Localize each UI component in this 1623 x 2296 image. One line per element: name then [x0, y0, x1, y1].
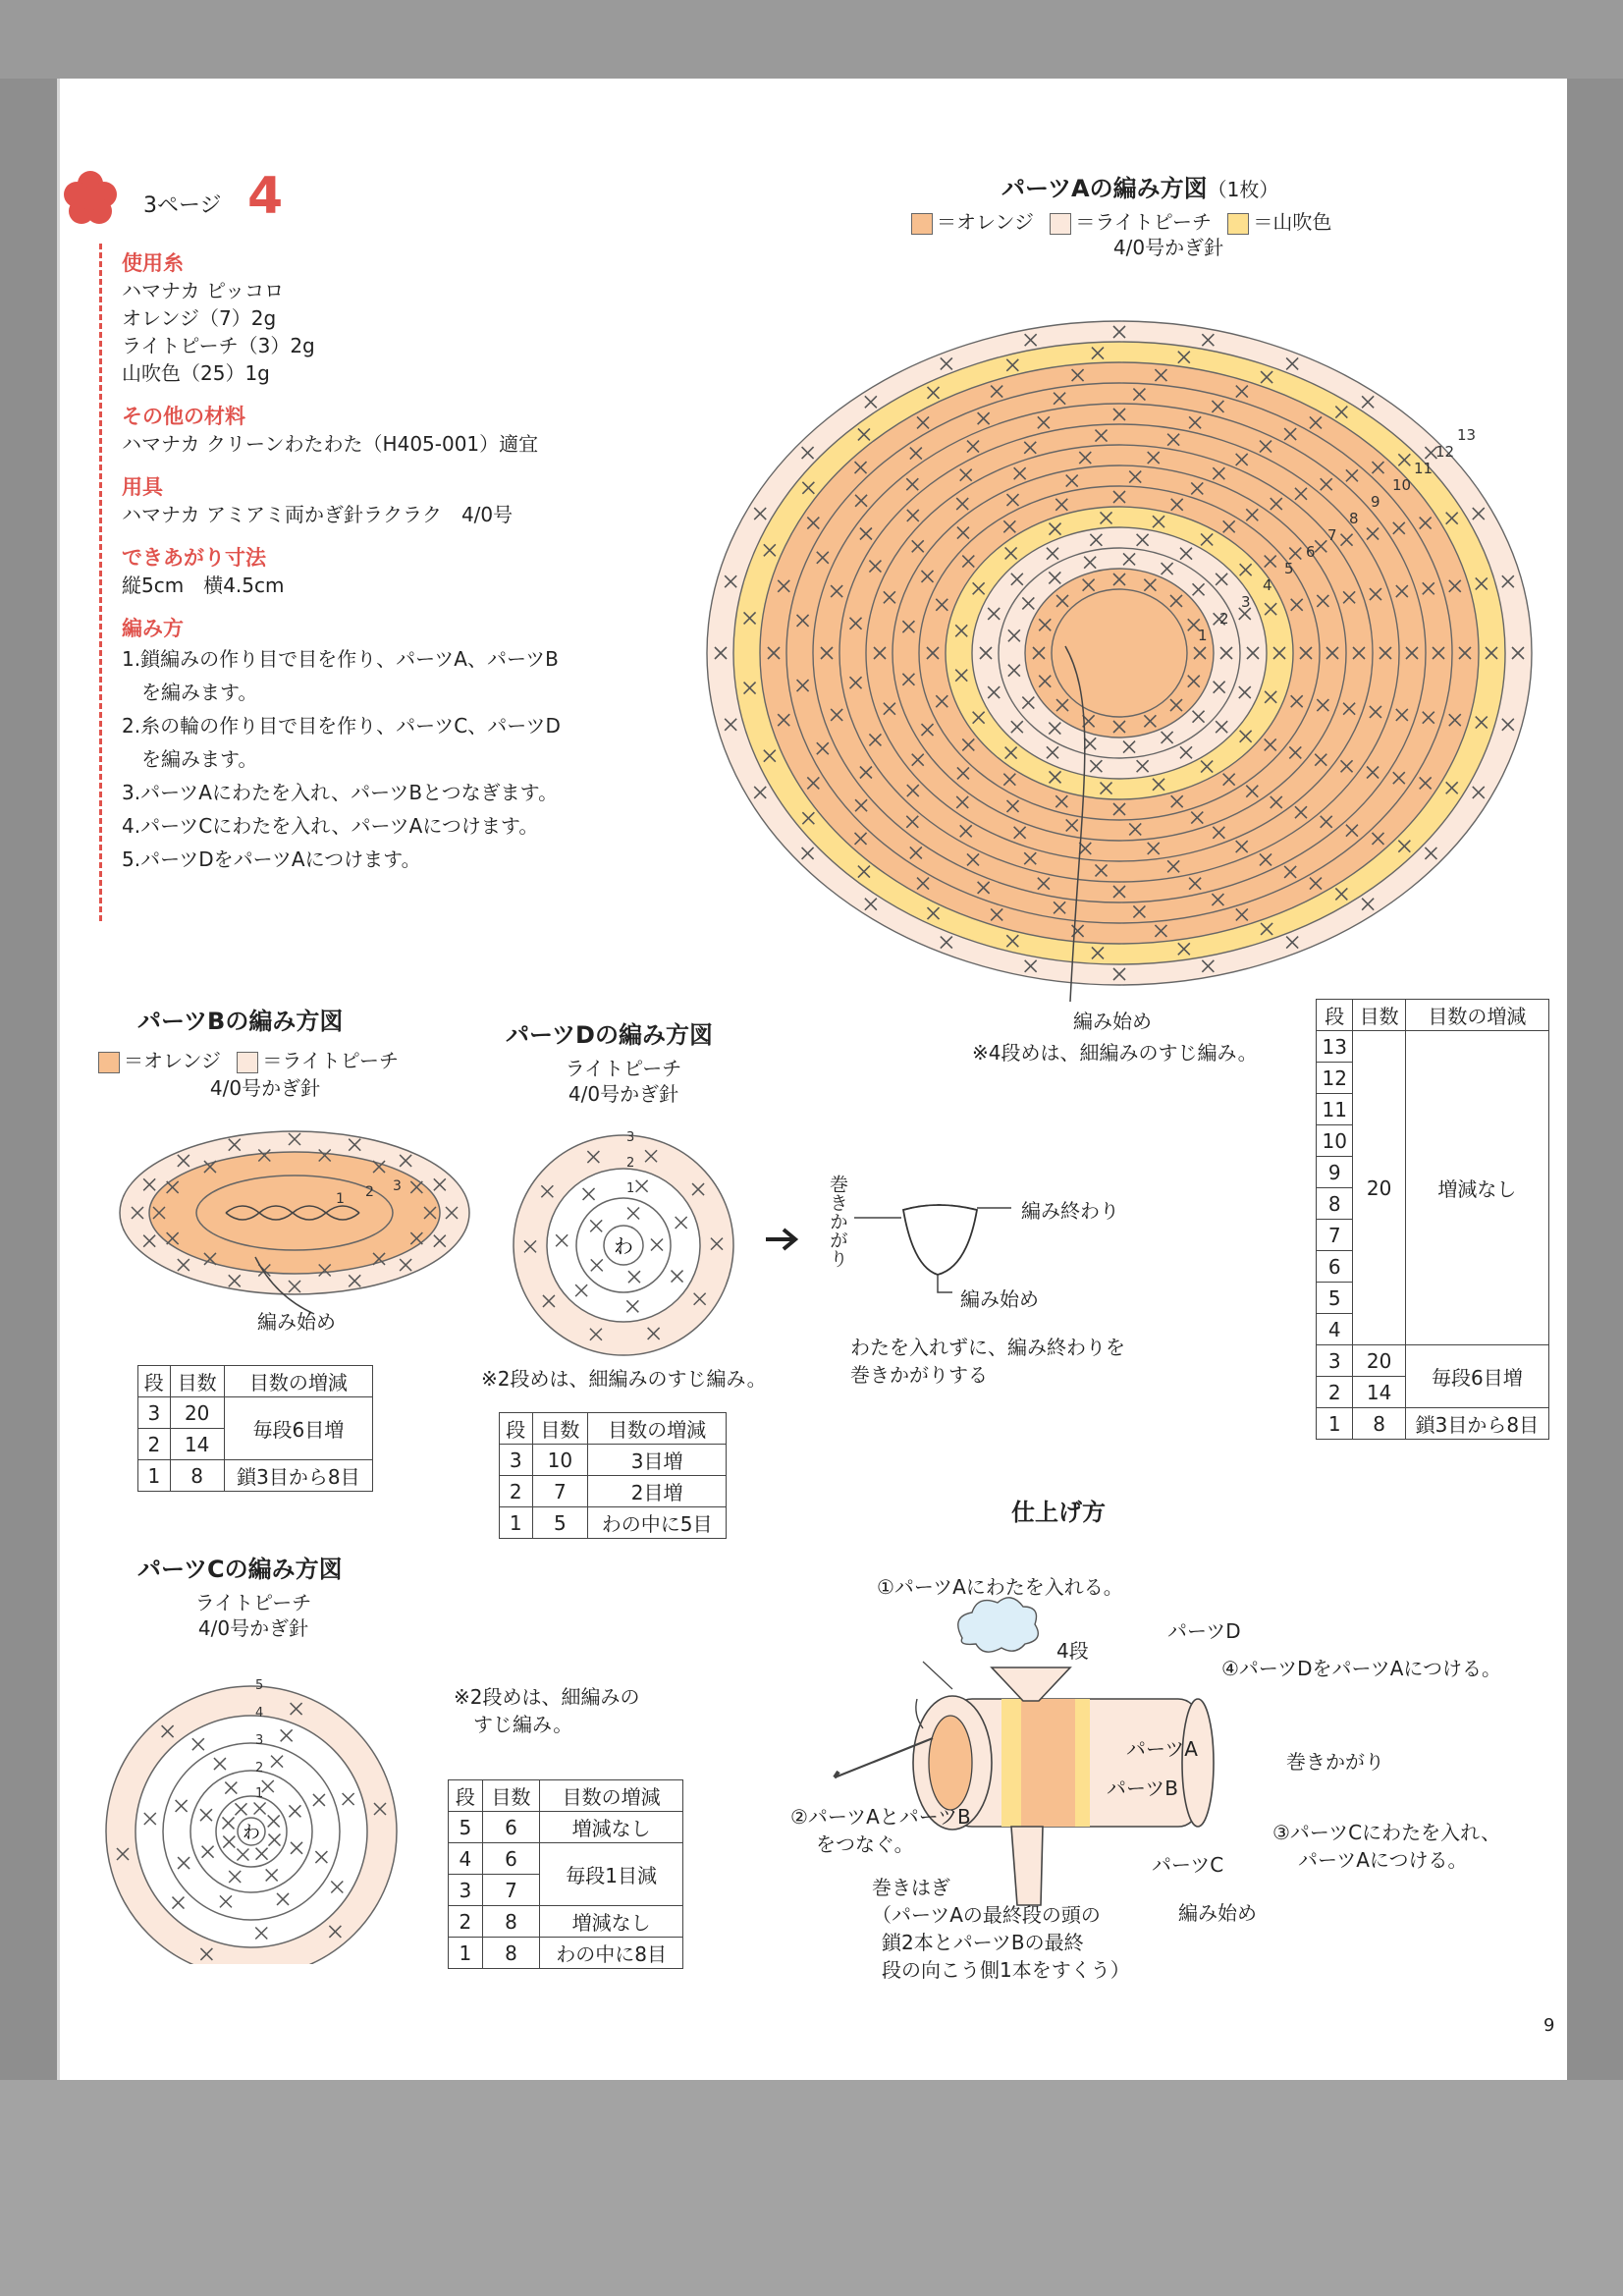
- partD-diagram: [503, 1127, 744, 1363]
- project-number: 4: [247, 167, 284, 226]
- size-title: できあがり寸法: [122, 546, 266, 570]
- method-line: 2.糸の輪の作り目で目を作り、パーツC、パーツD: [122, 714, 561, 738]
- row-label: 5: [255, 1678, 264, 1693]
- stitch-count: 14: [1353, 1377, 1405, 1408]
- partD-end-label: 編み終わり: [1021, 1199, 1119, 1223]
- row-label: 6: [1306, 543, 1316, 561]
- partB-diagram: [108, 1120, 481, 1326]
- method-line: 3.パーツAにわたを入れ、パーツBとつなぎます。: [122, 781, 559, 804]
- partA-diagram: [687, 295, 1551, 1002]
- legend-label: ＝オレンジ: [937, 210, 1034, 234]
- page-reference: 3ページ: [143, 193, 222, 218]
- row-label: 10: [1392, 476, 1412, 494]
- other-materials-title: その他の材料: [122, 405, 245, 428]
- row-label: 3: [626, 1130, 635, 1145]
- stitch-count: 8: [170, 1460, 224, 1492]
- method-title: 編み方: [122, 617, 184, 640]
- partA-heading: [1001, 169, 1278, 203]
- partA-legend: [911, 206, 1331, 235]
- stitch-change: 3目増: [588, 1445, 727, 1476]
- col-header: 段: [449, 1780, 483, 1812]
- row-label: 1: [255, 1786, 264, 1801]
- stitch-count: 7: [532, 1476, 588, 1507]
- partC-table: [448, 1779, 683, 1969]
- partC-hook: 4/0号かぎ針: [197, 1616, 309, 1640]
- whip-line: 段の向こう側1本をすくう）: [882, 1958, 1130, 1982]
- partB-table: [137, 1365, 373, 1492]
- row-number: 11: [1317, 1094, 1353, 1125]
- row-label: 4: [1263, 576, 1272, 594]
- yarn-line: 山吹色（25）1g: [122, 361, 270, 385]
- partD-row-numbers: [626, 1130, 634, 1196]
- materials-section: [122, 247, 672, 876]
- stitch-change: 増減なし: [540, 1812, 683, 1843]
- cotton-icon: [958, 1598, 1039, 1652]
- legend-label: ＝ライトピーチ: [262, 1049, 399, 1072]
- row-label: 7: [1327, 526, 1337, 544]
- stitch-count: 8: [482, 1906, 540, 1938]
- row-label: 11: [1414, 460, 1434, 477]
- partA-ring: [1052, 589, 1187, 717]
- row-number: 3: [500, 1445, 533, 1476]
- note-line: ※2段めは、細編みの: [454, 1685, 640, 1709]
- stitch-change: 2目増: [588, 1476, 727, 1507]
- stitch-change: 毎段6目増: [1405, 1345, 1548, 1408]
- finishing-partC: パーツC: [1152, 1853, 1224, 1877]
- col-header: 段: [138, 1366, 171, 1397]
- step-line: をつなぐ。: [816, 1832, 914, 1856]
- partD-color: ライトピーチ: [565, 1057, 682, 1080]
- whip-line: 鎖2本とパーツBの最終: [882, 1931, 1084, 1954]
- row-number: 9: [1317, 1157, 1353, 1188]
- row-number: 4: [449, 1843, 483, 1875]
- arrow-icon: [766, 1230, 795, 1249]
- row-number: 1: [500, 1507, 533, 1539]
- partB-title: パーツBの編み方図: [137, 1008, 344, 1035]
- scan-bottom-margin: [0, 2080, 1623, 2296]
- partA-note: ※4段めは、細編みのすじ編み。: [972, 1041, 1258, 1065]
- whip-line: （パーツAの最終段の頭の: [872, 1903, 1101, 1927]
- partD-start-label: 編み始め: [960, 1287, 1039, 1311]
- row-label: 3: [255, 1733, 264, 1748]
- row-label: 1: [1198, 627, 1208, 644]
- partB-start-label: 編み始め: [257, 1310, 336, 1334]
- ring-label: わ: [243, 1823, 260, 1843]
- row-label: 5: [1284, 560, 1294, 577]
- partA-start-label: 編み始め: [1073, 1010, 1152, 1033]
- method-line: 5.パーツDをパーツAにつけます。: [122, 847, 421, 871]
- row-label: 3: [393, 1178, 402, 1194]
- method-line: を編みます。: [122, 681, 258, 704]
- stitch-count: 7: [482, 1875, 540, 1906]
- stitch-change: 増減なし: [1405, 1031, 1548, 1345]
- col-header: 段: [1317, 1000, 1353, 1031]
- step-line: ③パーツCにわたを入れ、: [1272, 1821, 1501, 1844]
- scan-top-margin: [0, 0, 1623, 79]
- partD-table: [499, 1412, 727, 1539]
- col-header: 目数の増減: [540, 1780, 683, 1812]
- stitch-count: 5: [532, 1507, 588, 1539]
- row-number: 12: [1317, 1063, 1353, 1094]
- col-header: 目数の増減: [1405, 1000, 1548, 1031]
- yarn-line: ハマナカ ピッコロ: [122, 279, 285, 302]
- row-label: 3: [1241, 593, 1251, 611]
- row-label: 2: [365, 1184, 374, 1200]
- row-number: 2: [500, 1476, 533, 1507]
- stitch-count: 8: [1353, 1408, 1405, 1440]
- row-number: 2: [449, 1906, 483, 1938]
- partD-title: パーツDの編み方図: [506, 1021, 713, 1049]
- partA-count: （1枚）: [1207, 178, 1279, 201]
- stitch-change: 毎段1目減: [540, 1843, 683, 1906]
- partC-color: ライトピーチ: [194, 1591, 312, 1614]
- other-materials-line: ハマナカ クリーンわたわた（H405-001）適宜: [122, 432, 539, 456]
- row-label: 2: [255, 1761, 264, 1776]
- finishing-wrap: 巻きかがり: [1286, 1750, 1384, 1774]
- row-label: 13: [1457, 426, 1477, 444]
- finishing-title: 仕上げ方: [1011, 1499, 1106, 1526]
- legend-label: ＝ライトピーチ: [1075, 210, 1212, 234]
- stitch-count: 10: [532, 1445, 588, 1476]
- row-label: 8: [1349, 510, 1359, 527]
- partD-wrap-label: 巻きかがり: [827, 1175, 848, 1268]
- col-header: 目数の増減: [224, 1366, 372, 1397]
- stitch-count: 6: [482, 1843, 540, 1875]
- finishing-start: 編み始め: [1178, 1901, 1257, 1925]
- row-number: 6: [1317, 1251, 1353, 1283]
- partD-finish-note: [850, 1334, 1125, 1389]
- stitch-count: 8: [482, 1938, 540, 1969]
- row-label: 2: [1219, 610, 1229, 628]
- finishing-step1: ①パーツAにわたを入れる。: [877, 1575, 1123, 1599]
- finishing-partA: パーツA: [1126, 1737, 1198, 1761]
- ring-label: わ: [614, 1234, 633, 1258]
- page-number: 9: [1543, 2015, 1555, 2036]
- method-line: を編みます。: [122, 747, 258, 771]
- row-label: 1: [336, 1191, 345, 1207]
- col-header: 目数: [482, 1780, 540, 1812]
- partD-note: ※2段めは、細編みのすじ編み。: [481, 1367, 767, 1391]
- row-number: 8: [1317, 1188, 1353, 1220]
- partA-table: [1316, 999, 1549, 1440]
- row-number: 2: [138, 1429, 171, 1460]
- finishing-whip: [872, 1874, 1130, 1984]
- yarn-line: ライトピーチ（3）2g: [122, 334, 315, 357]
- stitch-change: 鎖3目から8目: [1405, 1408, 1548, 1440]
- yarn-line: オレンジ（7）2g: [122, 306, 277, 330]
- partA-rings: [707, 321, 1532, 985]
- stitch-change: 増減なし: [540, 1906, 683, 1938]
- finishing-row4: 4段: [1056, 1639, 1089, 1663]
- legend-label: ＝山吹色: [1253, 210, 1332, 234]
- row-label: 9: [1371, 493, 1380, 511]
- section-dash-line: [99, 244, 102, 921]
- finishing-partD: パーツD: [1167, 1619, 1241, 1643]
- orange-swatch: [98, 1052, 120, 1073]
- row-label: 12: [1435, 443, 1455, 461]
- flower-icon: [63, 170, 118, 227]
- finishing-partB: パーツB: [1107, 1777, 1178, 1800]
- stitch-count: 20: [170, 1397, 224, 1429]
- row-label: 1: [626, 1181, 635, 1196]
- row-number: 3: [1317, 1345, 1353, 1377]
- method-line: 1.鎖編みの作り目で目を作り、パーツA、パーツB: [122, 647, 559, 671]
- stitch-change: わの中に8目: [540, 1938, 683, 1969]
- partC-title: パーツCの編み方図: [137, 1556, 343, 1583]
- partD-hook: 4/0号かぎ針: [568, 1082, 679, 1106]
- col-header: 段: [500, 1413, 533, 1445]
- legend-label: ＝オレンジ: [124, 1049, 221, 1072]
- partA-title: パーツAの編み方図: [1001, 175, 1208, 202]
- orange-swatch: [911, 213, 933, 235]
- row-number: 3: [449, 1875, 483, 1906]
- row-number: 2: [1317, 1377, 1353, 1408]
- row-number: 1: [449, 1938, 483, 1969]
- note-line: わたを入れずに、編み終わりを: [850, 1336, 1125, 1359]
- size-line: 縦5cm 横4.5cm: [122, 574, 285, 597]
- row-number: 10: [1317, 1125, 1353, 1157]
- method-line: 4.パーツCにわたを入れ、パーツAにつけます。: [122, 814, 539, 838]
- row-number: 4: [1317, 1314, 1353, 1345]
- finishing-step4: ④パーツDをパーツAにつける。: [1221, 1657, 1502, 1680]
- partB-legend: [98, 1045, 399, 1073]
- tools-title: 用具: [122, 475, 163, 499]
- col-header: 目数: [170, 1366, 224, 1397]
- row-label: 4: [255, 1706, 264, 1721]
- row-number: 13: [1317, 1031, 1353, 1063]
- finishing-step2: [790, 1803, 971, 1858]
- stitch-change: 鎖3目から8目: [224, 1460, 372, 1492]
- col-header: 目数の増減: [588, 1413, 727, 1445]
- step-line: ②パーツAとパーツB: [790, 1805, 971, 1829]
- row-number: 7: [1317, 1220, 1353, 1251]
- row-number: 3: [138, 1397, 171, 1429]
- peach-swatch: [237, 1052, 258, 1073]
- row-number: 5: [1317, 1283, 1353, 1314]
- col-header: 目数: [532, 1413, 588, 1445]
- row-number: 1: [138, 1460, 171, 1492]
- note-line: 巻きかがりする: [850, 1363, 988, 1387]
- stitch-count: 20: [1353, 1345, 1405, 1377]
- whip-line: 巻きはぎ: [872, 1876, 950, 1899]
- tools-line: ハマナカ アミアミ両かぎ針ラクラク 4/0号: [122, 503, 514, 526]
- finishing-step3: [1272, 1819, 1500, 1874]
- col-header: 目数: [1353, 1000, 1405, 1031]
- partB-hook: 4/0号かぎ針: [209, 1076, 321, 1100]
- stitch-count: 6: [482, 1812, 540, 1843]
- row-label: 2: [626, 1156, 635, 1171]
- stitch-change: わの中に5目: [588, 1507, 727, 1539]
- yarn-title: 使用糸: [122, 251, 184, 275]
- stitch-change: 毎段6目増: [224, 1397, 372, 1460]
- partA-hook: 4/0号かぎ針: [1112, 236, 1224, 259]
- stitch-count: 20: [1353, 1031, 1405, 1345]
- row-number: 5: [449, 1812, 483, 1843]
- note-line: すじ編み。: [454, 1713, 573, 1736]
- partC-note: [454, 1683, 639, 1738]
- step-line: パーツAにつける。: [1298, 1848, 1468, 1872]
- stitch-count: 14: [170, 1429, 224, 1460]
- partC-diagram: [94, 1660, 408, 1964]
- row-number: 1: [1317, 1408, 1353, 1440]
